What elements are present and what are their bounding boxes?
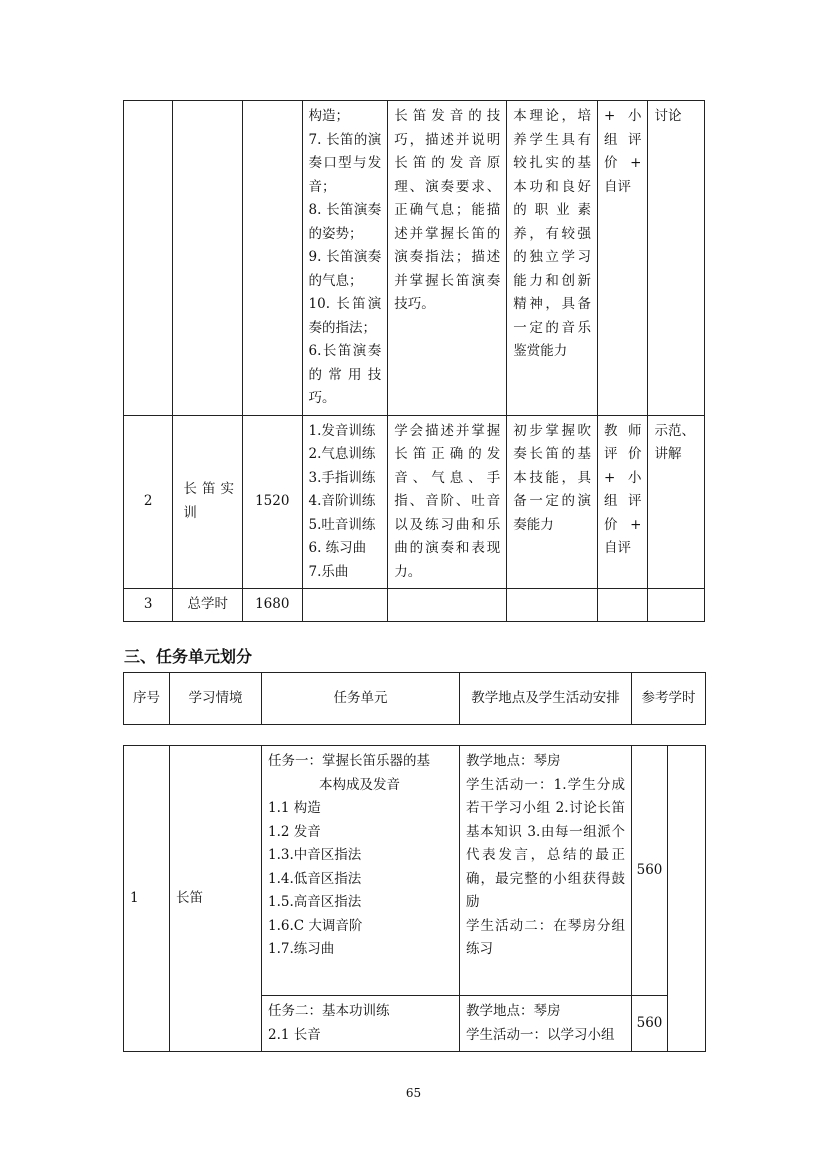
task-cell: 任务二：基本功训练 2.1 长音 [262,996,460,1052]
place-cell: 教学地点：琴房 学生活动一：以学习小组 [460,996,632,1052]
table-header-row [124,673,706,725]
method-cell: 讨论 [648,101,705,416]
header-task: 任务单元 [262,673,460,725]
task-unit-header-table [123,672,706,725]
row-number: 2 [124,415,173,589]
row-number: 1 [124,746,170,1052]
header-hours: 参考学时 [632,673,706,725]
total-hours-value: 1680 [243,589,303,622]
page-number: 65 [405,1086,422,1100]
content-cell: 1.发音训练 2.气息训练 3.手指训练 4.音阶训练 5.吐音训练 6. 练习曲 7.乐曲 [302,415,388,589]
hours-cell: 560 [632,996,668,1052]
header-place: 教学地点及学生活动安排 [460,673,632,725]
goal-cell: 学会描述并掌握长笛正确的发音、气息、手指、音阶、吐音以及练习曲和乐曲的演奏和表现力。 [388,415,507,589]
quality-cell: 初步掌握吹奏长笛的基本技能，具备一定的演奏能力 [507,415,598,589]
task-unit-table [123,745,706,1052]
table-row [124,589,705,622]
row-number: 3 [124,589,173,622]
table-row [124,746,706,996]
section-heading: 三、任务单元划分 [124,647,253,666]
eval-cell: 教师评价 + 小组评价 + 自评 [598,415,648,589]
content-cell: 构造； 7. 长笛的演奏口型与发音； 8. 长笛演奏的姿势； 9. 长笛演奏的气息； 10. 长笛演奏的指法； 6.长笛演奏的常用技巧。 [302,101,388,416]
table-row [124,415,705,589]
goal-cell: 长笛发音的技巧，描述并说明长笛的发音原理、演奏要求、正确气息；能描述并掌握长笛的演奏指法；描述并掌握长笛演奏技巧。 [388,101,507,416]
course-content-table [123,100,705,622]
header-no: 序号 [124,673,170,725]
place-cell: 教学地点：琴房 学生活动一：1.学生分成若干学习小组 2.讨论长笛基本知识 3.由每一组派个代表发言，总结的最正确，最完整的小组获得鼓励 学生活动二：在琴房分组练习 [460,746,632,996]
table-row [124,101,705,416]
eval-cell: + 小组评价 + 自评 [598,101,648,416]
module-hours: 1520 [243,415,303,589]
situation-cell: 长笛 [170,746,262,1052]
task-cell: 任务一：掌握长笛乐器的基 本构成及发音 1.1 构造 1.2 发音 1.3.中音区指法 1.4.低音区指法 1.5.高音区指法 1.6.C 大调音阶 1.7.练习曲 [262,746,460,996]
module-name: 长笛实训 [173,415,243,589]
total-hours-label: 总学时 [173,589,243,622]
method-cell: 示范、讲解 [648,415,705,589]
hours-cell: 560 [632,746,668,996]
header-situation: 学习情境 [170,673,262,725]
quality-cell: 本理论，培养学生具有较扎实的基本功和良好的职业素养，有较强的独立学习能力和创新精神，具备一定的音乐鉴赏能力 [507,101,598,416]
